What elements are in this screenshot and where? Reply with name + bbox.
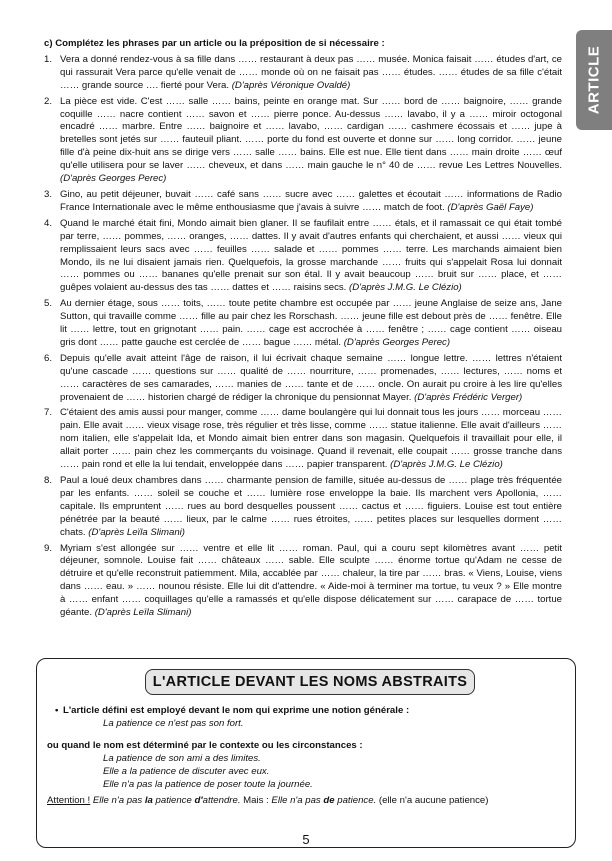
exercise-item — [44, 353, 562, 405]
exercise-number: 9. — [44, 542, 53, 554]
attention-part-7: (elle n'a aucune patience) — [376, 795, 489, 807]
exercise-item — [44, 407, 562, 472]
attention-d: d' — [194, 795, 203, 807]
exercise-item — [44, 543, 562, 620]
attention-part-5: Elle n'a pas — [271, 795, 324, 807]
exercise-text — [60, 475, 562, 540]
exercise-item — [44, 54, 562, 93]
section-tab-label: ARTICLE — [585, 45, 603, 115]
exercise-body: La pièce est vide. C'est …… salle …… bains, peinte en orange mat. Sur …… bord de …… baignoire, …… grande coquille …… nacre contient …… savon et …… pierre ponce. Au-dessus …… lavabo, il y a …… miroir octogonal encadré …… marbre. Entre …… baignoire et …… lavabo, …… cardigan …… cashmere écossais et …… jupe à bretelles sont jetés sur …… fauteuil pliant. …… porte du fond est ouverte et donne sur …… long corridor. …… jeune fille d'à peine dix-huit ans se dirige vers …… salle …… bains. Elle est nue. Elle tient dans …… main droite …… œuf qu'elle utilisera pour se laver …… cheveux, et dans …… main gauche le n° 40 de …… revue Les Lettres Nouvelles. — [60, 95, 562, 172]
attention-note — [47, 795, 567, 808]
exercise-number: 7. — [44, 407, 53, 419]
exercise-source: (D'après Leïla Slimani) — [94, 607, 192, 619]
exercise-source: (D'après J.M.G. Le Clézio) — [349, 282, 462, 294]
exercise-text — [60, 96, 562, 186]
exercise-body: Gino, au petit déjeuner, buvait …… café sans …… sucre avec …… galettes et écoutait …… informations de Radio France Internationale avec le même enthousiasme que j'avais à suivre …… match de foot. — [60, 188, 562, 213]
exercise-body: Au dernier étage, sous …… toits, …… toute petite chambre est occupée par …… jeune Anglaise de seize ans, Jane Sutton, qui travaille comme …… fille au pair chez les Rorschash. …… jeune fille est debout près de …… fenêtre. Elle lit …… lettre, tout en grignotant …… pain. …… cage est accrochée à …… fenêtre ; …… cage contient …… oiseau gris dont …… patte gauche est cerclée de …… bague …… métal. — [60, 298, 562, 348]
rule-general-text: L'article défini est employé devant le nom qui exprime une notion générale : — [63, 705, 410, 716]
attention-part-4: Mais : — [240, 795, 272, 807]
exercise-number: 4. — [44, 217, 53, 229]
attention-part-3: attendre. — [202, 795, 241, 807]
bullet-icon: • — [55, 705, 59, 716]
exercise-number: 2. — [44, 95, 53, 107]
exercise-text — [60, 407, 562, 472]
exercise-body: Depuis qu'elle avait atteint l'âge de raison, il lui écrivait chaque semaine …… longue lettre. …… lettres n'étaient qu'une cascade …… questions sur …… qualité de …… nourriture, …… promenades, …… lectures, …… noms et …… caractères de ses camarades, …… manies de …… tante et de …… oncle. On aurait pu croire à les lire qu'elles provenaient de …… historien chargé de rédiger la chronique du pensionnat Mayer. — [60, 352, 562, 403]
rule-context: ou quand le nom est déterminé par le contexte ou les circonstances : — [47, 739, 363, 751]
exercise-source: (D'après Leïla Slimani) — [88, 526, 186, 538]
attention-de: de — [323, 795, 335, 807]
exercise-text — [60, 218, 562, 295]
context-example-2: Elle a la patience de discuter avec eux. — [103, 765, 270, 777]
exercise-text — [60, 298, 562, 350]
attention-label: Attention ! — [47, 795, 91, 807]
exercise-source: (D'après Georges Perec) — [343, 336, 451, 348]
exercise-item — [44, 96, 562, 186]
exercise-source: (D'après Véronique Ovaldé) — [231, 79, 351, 91]
attention-part-2: patience — [152, 795, 195, 807]
exercise-number: 6. — [44, 352, 53, 364]
exercise-text — [60, 543, 562, 620]
exercise-item — [44, 298, 562, 350]
rule-example: La patience ce n'est pas son fort. — [103, 717, 244, 729]
exercise-number: 1. — [44, 53, 53, 65]
exercise-number: 5. — [44, 298, 53, 310]
exercise-item — [44, 218, 562, 295]
exercise-list — [44, 54, 562, 620]
exercise-source: (D'après Georges Perec) — [60, 173, 167, 185]
rule-general-notion — [47, 705, 567, 718]
page-number: 5 — [302, 832, 310, 847]
exercise-source: (D'après J.M.G. Le Clézio) — [390, 459, 503, 471]
context-example-3: Elle n'a pas la patience de poser toute la journée. — [103, 778, 313, 790]
exercise-text — [60, 353, 562, 405]
attention-part-6: patience. — [334, 795, 377, 807]
exercise-body: Paul a loué deux chambres dans …… charmante pension de famille, située au-dessus de …… plage très fréquentée par les enfants. …… soleil se couche et …… lumière rose enveloppe la baie. Ils marchent vers Apollonia, …… capitale. Ils empruntent …… rues au bord desquelles poussent …… cactus et …… figuiers. Louise est tout entière pénétrée par la beauté …… lieux, par le calme …… rues étroites, …… petites places sur lesquelles dorment …… chats. — [60, 475, 562, 538]
exercise-body: Quand le marché était fini, Mondo aimait bien glaner. Il se faufilait entre …… étals, et il ramassait ce qui était tombé par terre, …… pommes, …… oranges, …… dattes. Il y avait d'autres enfants qui cherchaient, et aussi …… vieux qui remplissaient leurs sacs avec …… feuilles …… salade et …… pommes …… terre. Les marchands aimaient bien Mondo, ils ne lui disaient jamais rien. Quelquefois, la grosse marchande …… fruits qui s'appelait Rosa lui donnait …… pommes ou …… bananes qu'elle prenait sur son étal. Il y avait beaucoup …… bruit sur …… place, et …… guêpes volaient au-dessus des tas …… dattes et …… raisins secs. — [60, 217, 562, 294]
exercise-text — [60, 54, 562, 93]
exercise-source: (D'après Gaël Faye) — [447, 201, 534, 213]
rule-box-title: L'ARTICLE DEVANT LES NOMS ABSTRAITS — [145, 669, 475, 695]
exercise-heading: c) Complétez les phrases par un article ou la préposition de si nécessaire : — [44, 38, 385, 49]
section-tab — [576, 30, 612, 130]
exercise-body: C'étaient des amis aussi pour manger, comme …… dame boulangère qui lui donnait tous les jours …… morceau …… pain. Elle avait …… vieux visage rose, très régulier et très lisse, comme …… statue italienne. Elle avait d'ailleurs …… nom italien, elle s'appelait Ida, et Mondo aimait bien entrer dans son magasin. Quelquefois il travaillait pour elle, il allait porter …… pain chez les commerçants du voisinage. Quand il revenait, elle coupait …… grosse tranche dans …… pain rond et elle la lui tendait, enveloppée dans …… papier transparent. — [60, 407, 562, 471]
exercise-number: 8. — [44, 475, 53, 486]
attention-la: la — [144, 795, 153, 807]
exercise-item — [44, 189, 562, 215]
context-example-1: La patience de son ami a des limites. — [103, 752, 261, 764]
grammar-rule-box — [36, 658, 576, 848]
exercise-body: Vera a donné rendez-vous à sa fille dans …… restaurant à deux pas …… musée. Monica faisait …… études d'art, ce qui rassurait Vera parce qu'elle venait de …… monde où on ne faisait pas …… études. …… études de sa fille c'était …… grande source …. fierté pour Vera. — [60, 53, 562, 91]
exercise-section — [44, 38, 562, 623]
exercise-number: 3. — [44, 188, 53, 200]
exercise-body: Myriam s'est allongée sur …… ventre et elle lit …… roman. Paul, qui a couru sept kilomètres avant …… petit déjeuner, somnole. Louise fait …… châteaux …… sable. Elle sculpte …… énorme tortue qu'Adam ne cesse de détruire et qu'elle reconstruit patiemment. Mila, accablée par …… chaleur, la tire par …… bras. « Viens, Louise, viens dans …… eau. » …… nounou résiste. Elle lui dit d'attendre. « Aide-moi à terminer ma tortue, tu veux ? » Elle montre à …… enfant …… coquillages qu'elle a ramassés et qu'elle dispose délicatement sur …… carapace de …… tortue géante. — [60, 542, 562, 619]
exercise-source: (D'après Frédéric Verger) — [414, 391, 523, 403]
exercise-text — [60, 189, 562, 215]
rule-box-body — [47, 705, 567, 808]
attention-part-1: Elle n'a pas — [90, 795, 145, 807]
exercise-item — [44, 475, 562, 540]
